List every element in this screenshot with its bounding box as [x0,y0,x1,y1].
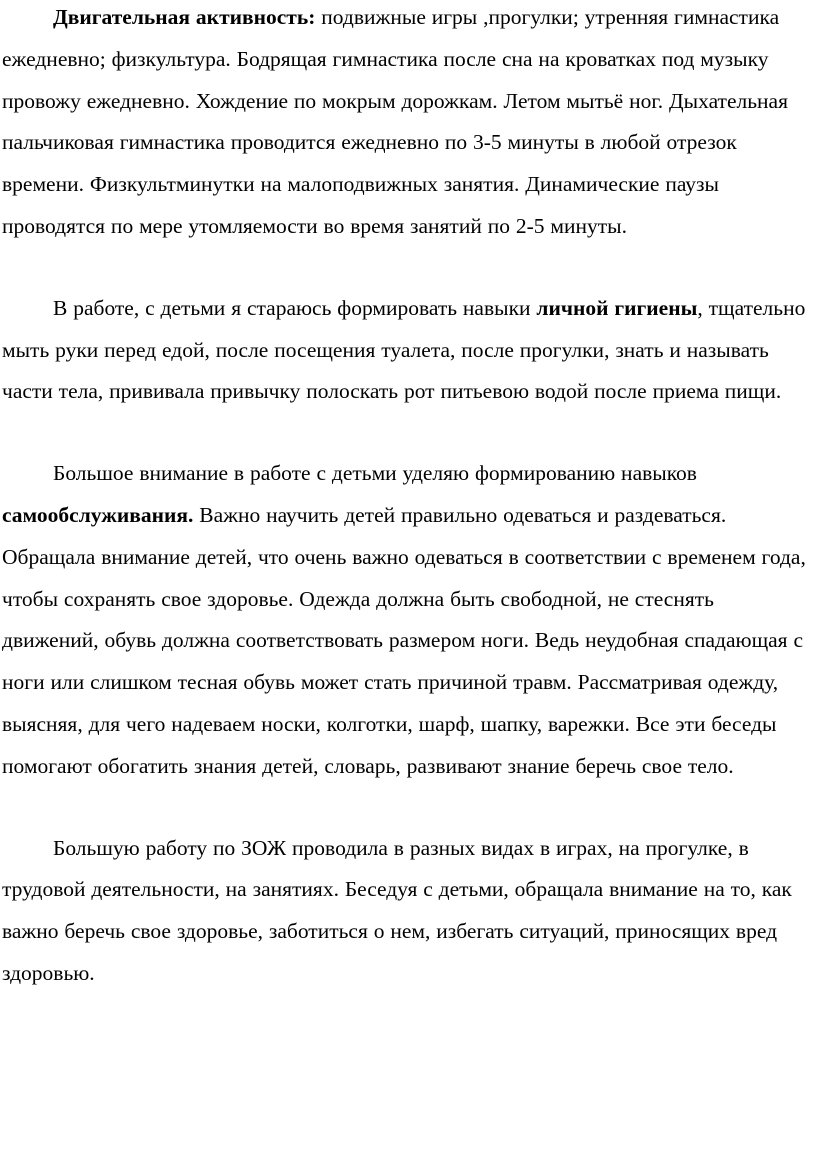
paragraph-text: В работе, с детьми я стараюсь формировать навыки [53,295,537,320]
paragraph-text: подвижные игры ,прогулки; утренняя гимнастика ежедневно; физкультура. Бодрящая гимнастика после сна на кроватках под музыку провожу ежедневно. Хождение по мокрым дорожкам. Летом мытьё ног. Дыхательная пальчиковая гимнастика проводится ежедневно по 3-5 минуты в любой отрезок времени. Физкультминутки на малоподвижных занятия. Динамические паузы проводятся по мере утомляемости во время занятий по 2-5 минуты. [2,5,788,238]
paragraph-personal-hygiene [2,288,814,413]
paragraph-motor-activity [2,0,814,248]
paragraph-healthy-lifestyle [2,828,814,995]
paragraph-self-service [2,453,814,787]
paragraph-text: , тщательно мыть руки перед едой, после посещения туалета, после прогулки, знать и называть части тела, прививала привычку полоскать рот питьевою водой после приема пищи. [2,295,806,404]
bold-term-self-service: самообслуживания. [2,502,194,527]
paragraph-text: Большое внимание в работе с детьми уделяю формированию навыков [53,461,697,486]
paragraph-text: Важно научить детей правильно одеваться и раздеваться. Обращала внимание детей, что очень важно одеваться в соответствии с временем года, чтобы сохранять свое здоровье. Одежда должна быть свободной, не стеснять движений, обувь должна соответствовать размером ноги. Ведь неудобная спадающая с ноги или слишком тесная обувь может стать причиной травм. Рассматривая одежду, выясняя, для чего надеваем носки, колготки, шарф, шапку, варежки. Все эти беседы помогают обогатить знания детей, словарь, развивают знание беречь свое тело. [2,502,806,778]
bold-term-personal-hygiene: личной гигиены [536,295,698,320]
paragraph-text: Большую работу по ЗОЖ проводила в разных видах в играх, на прогулке, в трудовой деятельности, на занятиях. Беседуя с детьми, обращала внимание на то, как важно беречь свое здоровье, заботиться о нем, избегать ситуаций, приносящих вред здоровью. [2,835,792,985]
bold-term-motor-activity: Двигательная активность: [53,5,316,29]
